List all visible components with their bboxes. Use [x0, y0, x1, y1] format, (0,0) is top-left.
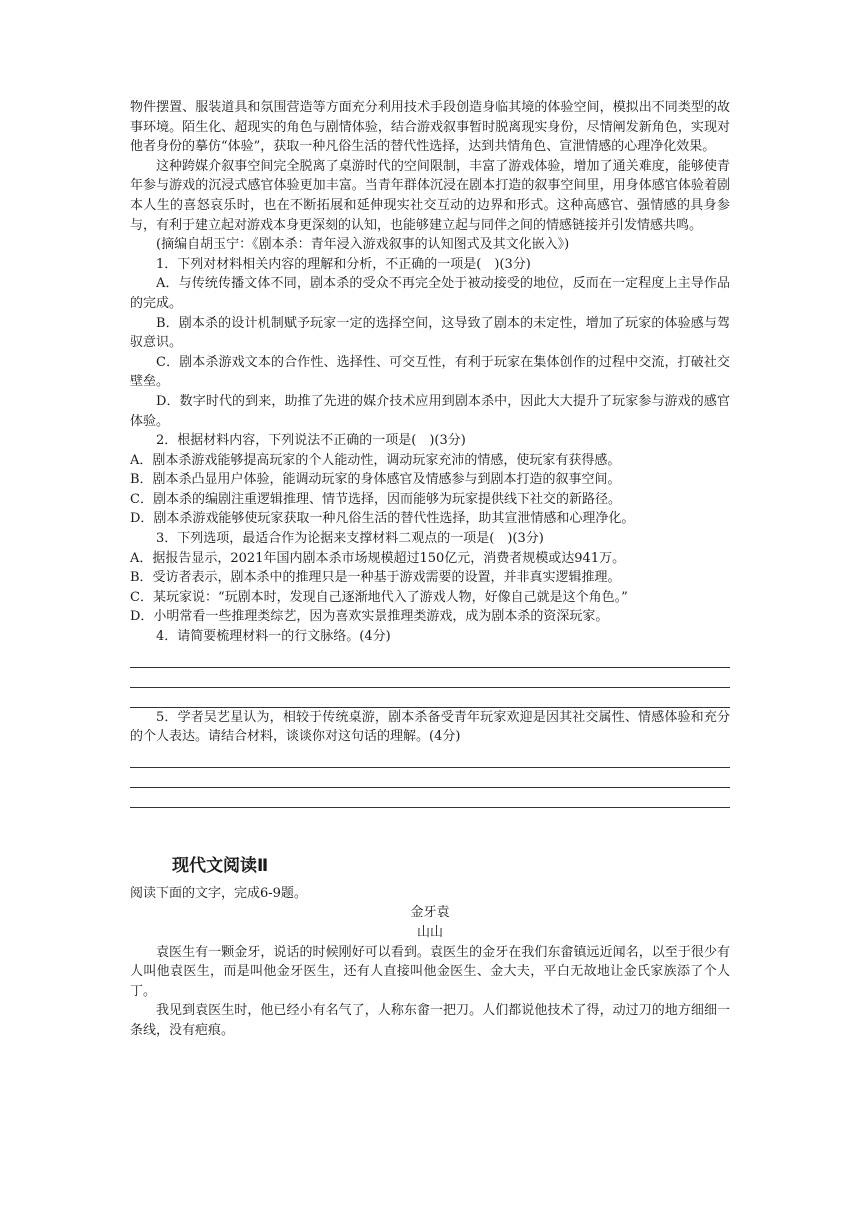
reading-instruction: 阅读下面的文字，完成6-9题。: [130, 885, 307, 901]
option-b: B．剧本杀的设计机制赋予玩家一定的选择空间，这导致了剧本的未定性，增加了玩家的体验感与驾驭意识。: [130, 315, 730, 351]
option-d: D．小明常看一些推理类综艺，因为喜欢实景推理类游戏，成为剧本杀的资深玩家。: [130, 609, 609, 625]
option-a: A．剧本杀游戏能够提高玩家的个人能动性，调动玩家充沛的情感，使玩家有获得感。: [130, 452, 621, 468]
question-4: [130, 627, 730, 708]
passage-paragraph: 物件摆置、服装道具和氛围营造等方面充分利用技术手段创造身临其境的体验空间，模拟出不同类型的故事环境。陌生化、超现实的角色与剧情体验，结合游戏叙事暂时脱离现实身份，尽情阐发新角色，实现对他者身份的摹仿“体验”，获取一种凡俗生活的替代性选择，达到共情角色、宣泄情感的心理净化效果。: [130, 100, 730, 155]
source-citation: (摘编自胡玉宁：《剧本杀：青年浸入游戏叙事的认知图式及其文化嵌入》): [156, 237, 570, 253]
section-title: 现代文阅读Ⅱ: [172, 855, 269, 876]
answer-line[interactable]: [130, 688, 730, 708]
question-2: [130, 431, 730, 529]
question-5: [130, 708, 730, 808]
question-1: [130, 255, 730, 431]
answer-line[interactable]: [130, 748, 730, 768]
passage-paragraph: 这种跨媒介叙事空间完全脱离了桌游时代的空间限制，丰富了游戏体验，增加了通关难度，能够使青年参与游戏的沉浸式感官体验更加丰富。当青年群体沉浸在剧本打造的叙事空间里，用身体感官体验着剧本人生的喜怒哀乐时，也在不断拓展和延伸现实社交互动的边界和形式。这种高感官、强情感的具身参与，有利于建立起对游戏本身更深刻的认知，也能够建立起与同伴之间的情感链接并引发情感共鸣。: [130, 158, 730, 233]
option-d: D．数字时代的到来，助推了先进的媒介技术应用到剧本杀中，因此大大提升了玩家参与游戏的感官体验。: [130, 393, 730, 429]
question-stem: 2．根据材料内容，下列说法不正确的一项是( )(3分): [156, 433, 466, 449]
question-3: [130, 529, 730, 627]
story-author: 山山: [416, 925, 443, 940]
answer-line[interactable]: [130, 768, 730, 788]
option-a: A．与传统传播文体不同，剧本杀的受众不再完全处于被动接受的地位，反而在一定程度上主导作品的完成。: [130, 276, 730, 311]
story-paragraph: 我见到袁医生时，他已经小有名气了，人称东畲一把刀。人们都说他技术了得，动过刀的地方细细一条线，没有疤痕。: [130, 1003, 730, 1038]
answer-line[interactable]: [130, 788, 730, 808]
story-title: 金牙袁: [410, 905, 450, 921]
option-d: D．剧本杀游戏能够使玩家获取一种凡俗生活的替代性选择，助其宣泄情感和心理净化。: [130, 511, 635, 527]
question-stem: 5．学者吴艺星认为，相较于传统桌游，剧本杀备受青年玩家欢迎是因其社交属性、情感体验和充分的个人表达。请结合材料，谈谈你对这句话的理解。(4分): [130, 709, 730, 745]
story-paragraph: 袁医生有一颗金牙，说话的时候刚好可以看到。袁医生的金牙在我们东畲镇远近闻名，以至于很少有人叫他袁医生，而是叫他金牙医生，还有人直接叫他金医生、金大夫，平白无故地让金氏家族添了个人丁。: [130, 944, 730, 999]
answer-line[interactable]: [130, 668, 730, 688]
option-b: B．剧本杀凸显用户体验，能调动玩家的身体感官及情感参与到剧本打造的叙事空间。: [130, 472, 621, 488]
question-stem: 4．请简要梳理材料一的行文脉络。(4分): [156, 629, 391, 645]
document-content: [130, 98, 730, 1041]
option-c: C．某玩家说：“玩剧本时，发现自己逐渐地代入了游戏人物，好像自己就是这个角色。”: [130, 589, 628, 605]
answer-line[interactable]: [130, 648, 730, 668]
option-c: C．剧本杀游戏文本的合作性、选择性、可交互性，有利于玩家在集体创作的过程中交流，打破社交壁垒。: [130, 354, 730, 390]
option-c: C．剧本杀的编剧注重逻辑推理、情节选择，因而能够为玩家提供线下社交的新路径。: [130, 491, 621, 507]
question-stem: 1．下列对材料相关内容的理解和分析，不正确的一项是( )(3分): [156, 256, 531, 272]
option-a: A．据报告显示，2021年国内剧本杀市场规模超过150亿元，消费者规模或达941万。: [130, 550, 626, 566]
question-stem: 3．下列选项，最适合作为论据来支撑材料二观点的一项是( )(3分): [156, 531, 544, 547]
option-b: B．受访者表示，剧本杀中的推理只是一种基于游戏需要的设置，并非真实逻辑推理。: [130, 570, 621, 586]
